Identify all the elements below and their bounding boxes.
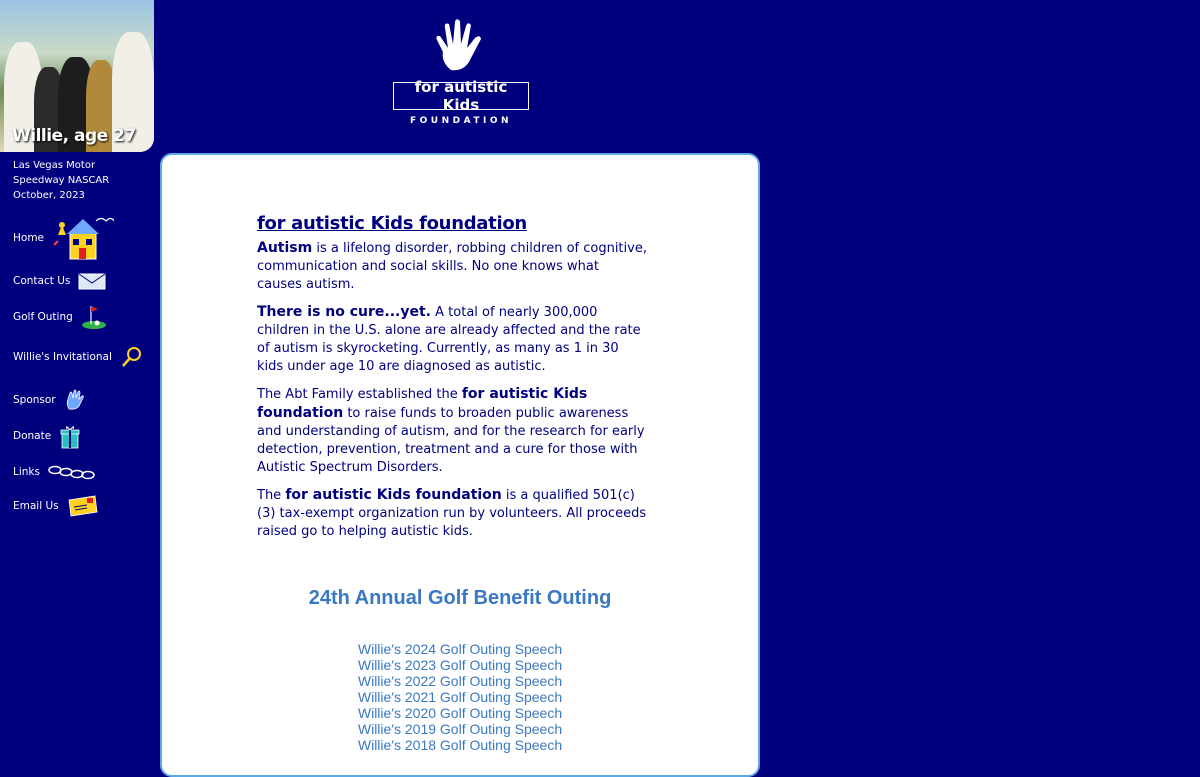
paragraph-no-cure: There is no cure...yet. A total of nearly 300,000 children in the U.S. alone are already affected and the rate of autism is skyrocketing. Currently, as many as 1 in 30 kids under age 10 are diagnosed as autistic. <box>257 304 641 374</box>
speech-links-list <box>162 641 758 753</box>
nav-willies-invitational-label: Willie's Invitational <box>13 351 112 363</box>
nav-golf-outing-label: Golf Outing <box>13 311 73 323</box>
nav-email-us[interactable] <box>13 494 99 518</box>
golf-flag-icon <box>81 304 107 330</box>
nav-home[interactable] <box>13 215 114 261</box>
nav-donate[interactable] <box>13 423 81 449</box>
photo-description: Las Vegas Motor Speedway NASCAR October, 2023 <box>13 160 110 201</box>
foundation-logo[interactable] <box>392 18 530 126</box>
about-section <box>257 215 647 550</box>
paragraph-tax-exempt: The for autistic Kids foundation is a qualified 501(c)(3) tax-exempt organization run by volunteers. All proceeds raised go to helping autistic kids. <box>257 487 647 539</box>
paragraph-autism: Autism is a lifelong disorder, robbing children of cognitive, communication and social skills. No one knows what causes autism. <box>257 240 647 292</box>
handprint-icon <box>431 18 491 74</box>
logo-subtitle: FOUNDATION <box>409 116 513 126</box>
logo-name: for autistic Kids <box>393 82 529 110</box>
envelope-icon <box>78 272 106 290</box>
speech-link-2023[interactable]: Willie's 2023 Golf Outing Speech <box>357 657 563 673</box>
gift-icon <box>59 423 81 449</box>
nav-contact-us[interactable] <box>13 272 106 290</box>
hand-icon <box>64 389 86 411</box>
nav-sponsor[interactable] <box>13 389 86 411</box>
letter-icon <box>67 494 99 518</box>
nav-links-label: Links <box>13 466 40 478</box>
speech-link-2021[interactable]: Willie's 2021 Golf Outing Speech <box>357 689 563 705</box>
nav-links[interactable] <box>13 463 96 481</box>
content-panel <box>160 153 760 777</box>
paragraph-established: The Abt Family established the for autistic Kids foundation to raise funds to broaden public awareness and understanding of autism, and for the research for early detection, prevention, treatment and a cure for those with Autistic Spectrum Disorders. <box>257 386 645 475</box>
nav-sponsor-label: Sponsor <box>13 394 56 406</box>
nav-contact-us-label: Contact Us <box>13 275 71 287</box>
chain-icon <box>48 463 96 481</box>
profile-photo <box>0 0 154 152</box>
speech-link-2020[interactable]: Willie's 2020 Golf Outing Speech <box>357 705 563 721</box>
nav-donate-label: Donate <box>13 430 52 442</box>
speech-link-2024[interactable]: Willie's 2024 Golf Outing Speech <box>357 641 563 657</box>
speech-link-2018[interactable]: Willie's 2018 Golf Outing Speech <box>357 737 563 753</box>
speech-link-2019[interactable]: Willie's 2019 Golf Outing Speech <box>357 721 563 737</box>
page-heading: for autistic Kids foundation <box>257 213 527 234</box>
nav-golf-outing[interactable] <box>13 304 107 330</box>
nav-willies-invitational[interactable] <box>13 345 144 369</box>
photo-caption: Willie, age 27 <box>12 126 136 146</box>
nav-email-us-label: Email Us <box>13 500 59 512</box>
magnifier-icon <box>120 345 144 369</box>
golf-outing-title: 24th Annual Golf Benefit Outing <box>308 587 612 609</box>
speech-link-2022[interactable]: Willie's 2022 Golf Outing Speech <box>357 673 563 689</box>
house-icon <box>52 215 114 261</box>
nav-home-label: Home <box>13 232 45 244</box>
